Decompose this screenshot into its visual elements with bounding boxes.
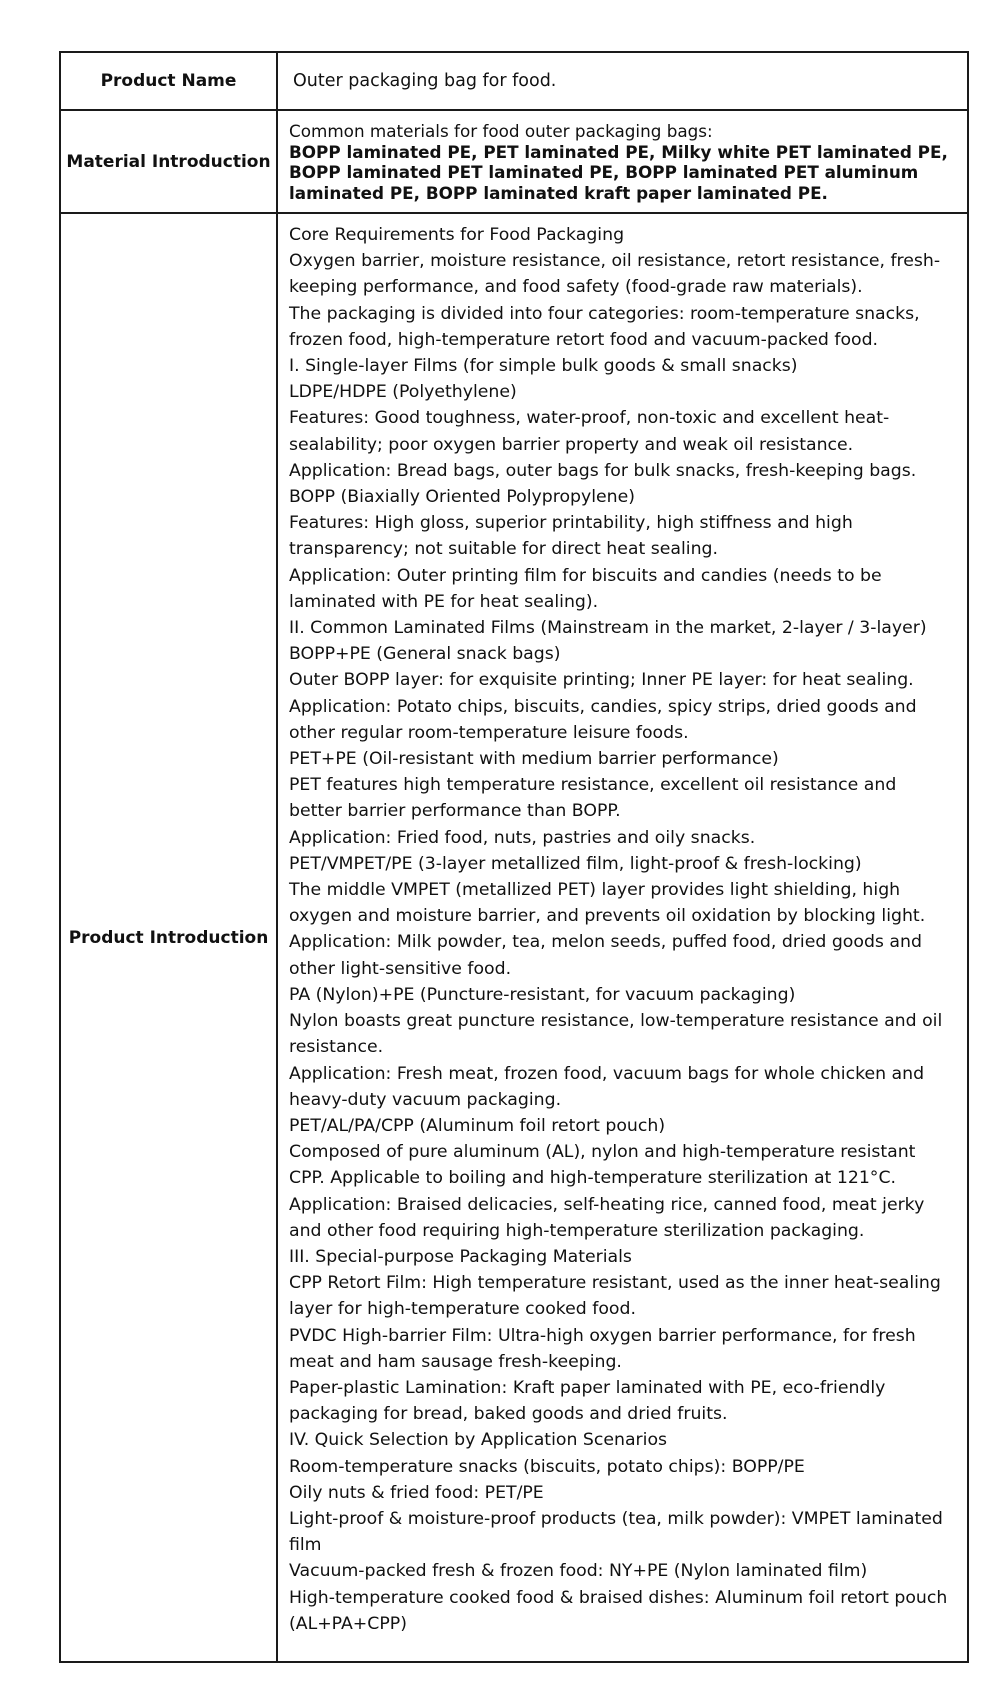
product-introduction-line: Features: Good toughness, water-proof, non-toxic and excellent heat-sealability; poor oxygen barrier property and weak oil resistance. bbox=[289, 408, 890, 455]
product-introduction-line: Oily nuts & fried food: PET/PE bbox=[289, 1482, 544, 1503]
product-introduction-line: PET+PE (Oil-resistant with medium barrier performance) bbox=[289, 749, 779, 770]
product-name-cell bbox=[277, 52, 968, 110]
product-introduction-line: Application: Fresh meat, frozen food, vacuum bags for whole chicken and heavy-duty vacuum packaging. bbox=[289, 1063, 925, 1110]
material-intro-text: Common materials for food outer packaging bags: bbox=[289, 121, 713, 141]
product-introduction-line: CPP Retort Film: High temperature resistant, used as the inner heat-sealing layer for high-temperature cooked food. bbox=[289, 1273, 941, 1320]
product-introduction-line: LDPE/HDPE (Polyethylene) bbox=[289, 382, 517, 403]
product-introduction-line: Oxygen barrier, moisture resistance, oil resistance, retort resistance, fresh-keeping performance, and food safety (food-grade raw materials). bbox=[289, 251, 941, 298]
product-introduction-line: Application: Braised delicacies, self-heating rice, canned food, meat jerky and other food requiring high-temperature sterilization packaging. bbox=[289, 1194, 925, 1241]
material-introduction-value bbox=[278, 111, 967, 203]
product-introduction-line: Application: Fried food, nuts, pastries and oily snacks. bbox=[289, 827, 756, 848]
product-introduction-line: PET features high temperature resistance, excellent oil resistance and better barrier performance than BOPP. bbox=[289, 775, 897, 822]
product-introduction-line: The middle VMPET (metallized PET) layer provides light shielding, high oxygen and moisture barrier, and prevents oil oxidation by blocking light. bbox=[289, 880, 926, 927]
product-introduction-line: Composed of pure aluminum (AL), nylon and high-temperature resistant CPP. Applicable to boiling and high-temperature sterilization at 121°C. bbox=[289, 1142, 916, 1189]
product-introduction-line: Room-temperature snacks (biscuits, potato chips): BOPP/PE bbox=[289, 1456, 805, 1477]
product-introduction-row bbox=[60, 213, 968, 1662]
product-introduction-line: PVDC High-barrier Film: Ultra-high oxygen barrier performance, for fresh meat and ham sausage fresh-keeping. bbox=[289, 1325, 916, 1372]
product-introduction-label: Product Introduction bbox=[60, 213, 277, 1662]
product-introduction-line: Nylon boasts great puncture resistance, low-temperature resistance and oil resistance. bbox=[289, 1011, 943, 1058]
product-spec-table bbox=[59, 51, 969, 1663]
product-introduction-line: Paper-plastic Lamination: Kraft paper laminated with PE, eco-friendly packaging for bread, baked goods and dried fruits. bbox=[289, 1377, 886, 1425]
product-name-row bbox=[60, 52, 968, 110]
product-introduction-line: IV. Quick Selection by Application Scenarios bbox=[289, 1430, 668, 1451]
product-introduction-line: The packaging is divided into four categories: room-temperature snacks, frozen food, high-temperature retort food and vacuum-packed food. bbox=[289, 303, 920, 350]
material-introduction-cell bbox=[277, 110, 968, 213]
product-introduction-line: Core Requirements for Food Packaging bbox=[289, 225, 625, 245]
product-introduction-line: PET/VMPET/PE (3-layer metallized film, light-proof & fresh-locking) bbox=[289, 853, 862, 874]
product-introduction-line: Application: Bread bags, outer bags for bulk snacks, fresh-keeping bags. bbox=[289, 460, 917, 481]
product-introduction-line: Application: Outer printing film for biscuits and candies (needs to be laminated with PE for heat sealing). bbox=[289, 565, 882, 612]
product-name-value: Outer packaging bag for food. bbox=[293, 71, 557, 91]
product-introduction-line: Vacuum-packed fresh & frozen food: NY+PE (Nylon laminated film) bbox=[289, 1561, 868, 1582]
product-introduction-line: III. Special-purpose Packaging Materials bbox=[289, 1246, 632, 1267]
product-introduction-line: PA (Nylon)+PE (Puncture-resistant, for vacuum packaging) bbox=[289, 984, 796, 1005]
product-introduction-line: Features: High gloss, superior printability, high stiffness and high transparency; not suitable for direct heat sealing. bbox=[289, 513, 853, 560]
product-introduction-line: I. Single-layer Films (for simple bulk goods & small snacks) bbox=[289, 356, 798, 377]
product-introduction-line: Application: Potato chips, biscuits, candies, spicy strips, dried goods and other regular room-temperature leisure foods. bbox=[289, 696, 917, 743]
material-introduction-label: Material Introduction bbox=[60, 110, 277, 213]
product-introduction-text bbox=[278, 214, 967, 1637]
product-introduction-cell bbox=[277, 213, 968, 1662]
product-introduction-line: High-temperature cooked food & braised dishes: Aluminum foil retort pouch (AL+PA+CPP) bbox=[289, 1587, 948, 1634]
product-introduction-line: PET/AL/PA/CPP (Aluminum foil retort pouch) bbox=[289, 1115, 666, 1136]
product-introduction-line: Outer BOPP layer: for exquisite printing; Inner PE layer: for heat sealing. bbox=[289, 670, 914, 691]
product-introduction-line: BOPP (Biaxially Oriented Polypropylene) bbox=[289, 487, 636, 508]
product-introduction-line: Light-proof & moisture-proof products (tea, milk powder): VMPET laminated film bbox=[289, 1508, 943, 1556]
product-introduction-line: BOPP+PE (General snack bags) bbox=[289, 644, 561, 665]
product-name-label: Product Name bbox=[60, 52, 277, 110]
material-list-text: BOPP laminated PE, PET laminated PE, Milky white PET laminated PE, BOPP laminated PET laminated PE, BOPP laminated PET aluminum laminated PE, BOPP laminated kraft paper laminated PE. bbox=[289, 141, 948, 203]
material-introduction-row bbox=[60, 110, 968, 213]
product-introduction-line: Application: Milk powder, tea, melon seeds, puffed food, dried goods and other light-sensitive food. bbox=[289, 932, 922, 979]
product-introduction-line: II. Common Laminated Films (Mainstream in the market, 2-layer / 3-layer) bbox=[289, 618, 927, 639]
